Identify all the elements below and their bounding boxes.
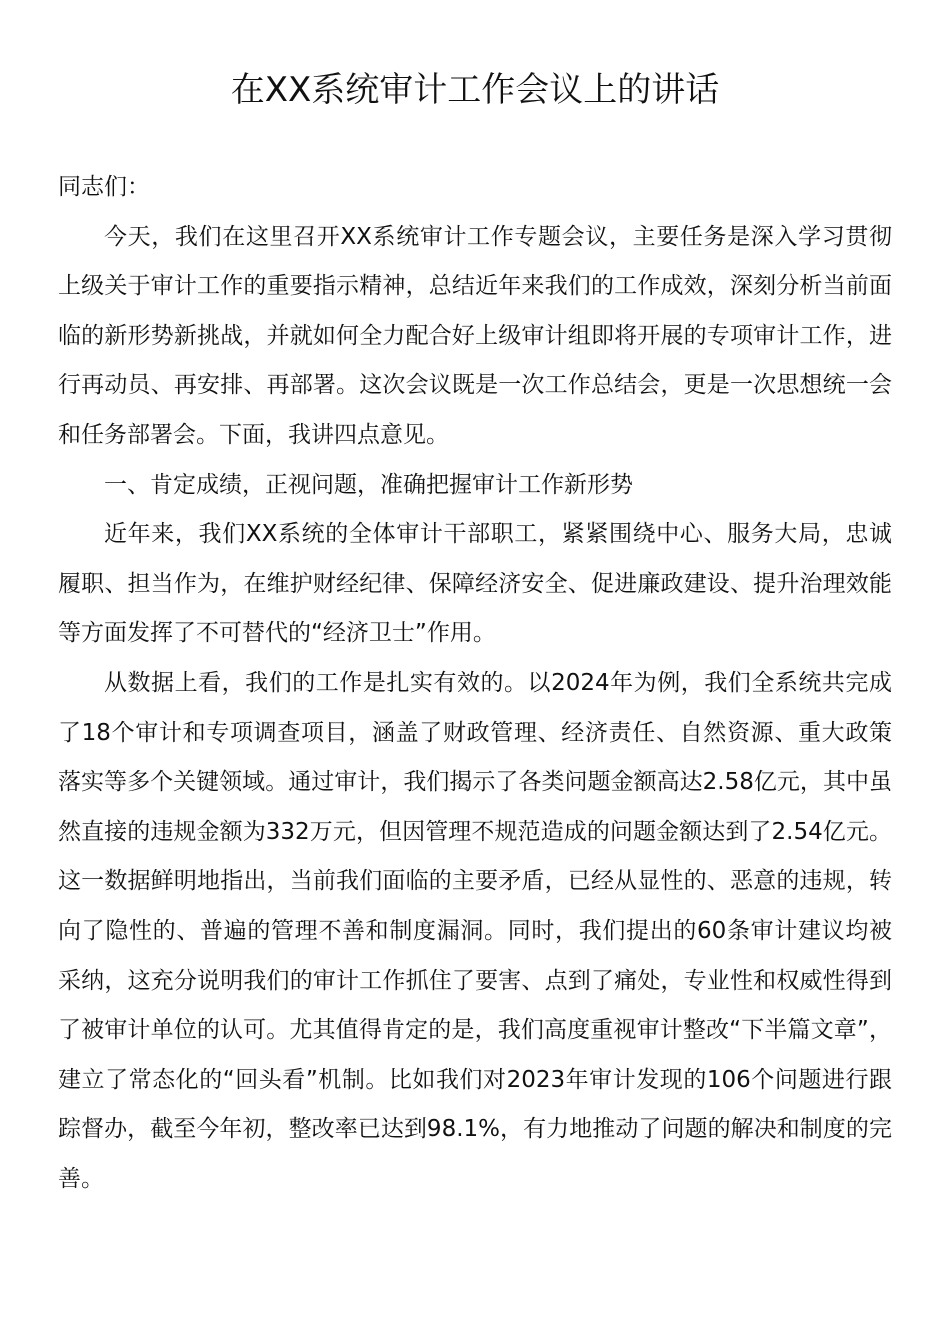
document-title: 在XX系统审计工作会议上的讲话 xyxy=(230,70,720,110)
section-heading-1: 一、肯定成绩，正视问题，准确把握审计工作新形势 xyxy=(104,471,633,498)
document-body xyxy=(58,163,892,1204)
paragraph-achievements: 近年来，我们XX系统的全体审计干部职工，紧紧围绕中心、服务大局，忠诚履职、担当作为，在维护财经纪律、保障经济安全、促进廉政建设、提升治理效能等方面发挥了不可替代的“经济卫士”作用。 xyxy=(58,521,892,647)
paragraph-data: 从数据上看，我们的工作是扎实有效的。以2024年为例，我们全系统共完成了18个审计和专项调查项目，涵盖了财政管理、经济责任、自然资源、重大政策落实等多个关键领域。通过审计，我们揭示了各类问题金额高达2.58亿元，其中虽然直接的违规金额为332万元，但因管理不规范造成的问题金额达到了2.54亿元。这一数据鲜明地指出，当前我们面临的主要矛盾，已经从显性的、恶意的违规，转向了隐性的、普遍的管理不善和制度漏洞。同时，我们提出的60条审计建议均被采纳，这充分说明我们的审计工作抓住了要害、点到了痛处，专业性和权威性得到了被审计单位的认可。尤其值得肯定的是，我们高度重视审计整改“下半篇文章”，建立了常态化的“回头看”机制。比如我们对2023年审计发现的106个问题进行跟踪督办，截至今年初，整改率已达到98.1%，有力地推动了问题的解决和制度的完善。 xyxy=(58,669,892,1192)
salutation: 同志们： xyxy=(58,174,150,200)
paragraph-intro: 今天，我们在这里召开XX系统审计工作专题会议，主要任务是深入学习贯彻上级关于审计工作的重要指示精神，总结近年来我们的工作成效，深刻分析当前面临的新形势新挑战，并就如何全力配合好上级审计组即将开展的专项审计工作，进行再动员、再安排、再部署。这次会议既是一次工作总结会，更是一次思想统一会和任务部署会。下面，我讲四点意见。 xyxy=(58,223,892,448)
